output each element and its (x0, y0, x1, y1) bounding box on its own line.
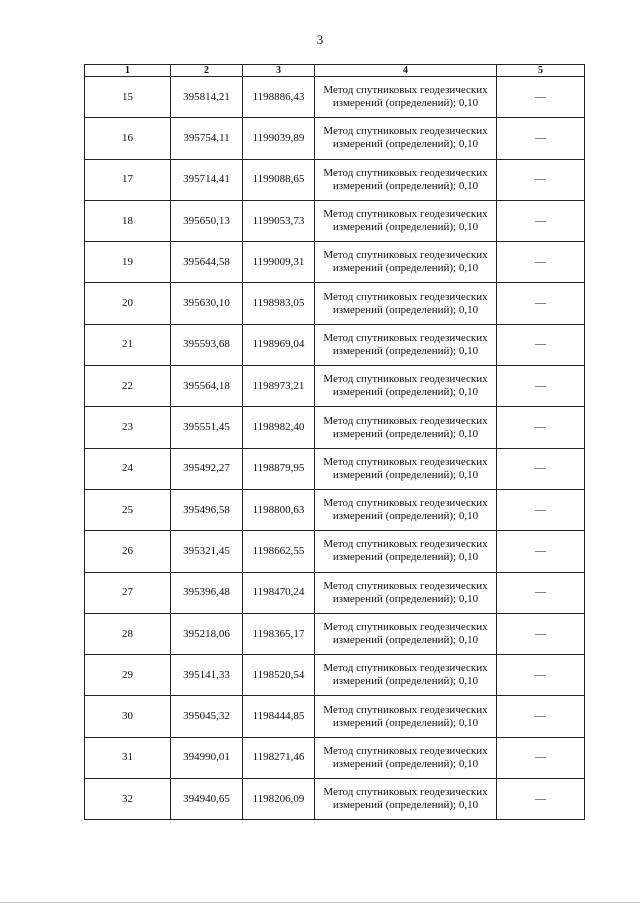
note-cell: — (497, 531, 585, 572)
y-coordinate-cell: 1199039,89 (243, 118, 315, 159)
column-header: 4 (315, 65, 497, 77)
point-number-cell: 26 (85, 531, 171, 572)
y-coordinate-cell: 1198206,09 (243, 779, 315, 820)
note-cell: — (497, 613, 585, 654)
y-coordinate-cell: 1198520,54 (243, 655, 315, 696)
x-coordinate-cell: 395496,58 (171, 489, 243, 530)
table-row (85, 696, 585, 737)
x-coordinate-cell: 395396,48 (171, 572, 243, 613)
point-number-cell: 28 (85, 613, 171, 654)
point-number-cell: 29 (85, 655, 171, 696)
y-coordinate-cell: 1198982,40 (243, 407, 315, 448)
y-coordinate-cell: 1199088,65 (243, 159, 315, 200)
x-coordinate-cell: 394990,01 (171, 737, 243, 778)
table-row (85, 531, 585, 572)
note-cell: — (497, 159, 585, 200)
method-cell: Метод спутниковых геодезических измерений (определений); 0,10 (315, 572, 497, 613)
note-cell: — (497, 366, 585, 407)
table-row (85, 613, 585, 654)
point-number-cell: 16 (85, 118, 171, 159)
x-coordinate-cell: 395593,68 (171, 324, 243, 365)
y-coordinate-cell: 1198800,63 (243, 489, 315, 530)
x-coordinate-cell: 395551,45 (171, 407, 243, 448)
y-coordinate-cell: 1198879,95 (243, 448, 315, 489)
y-coordinate-cell: 1199053,73 (243, 200, 315, 241)
point-number-cell: 24 (85, 448, 171, 489)
method-cell: Метод спутниковых геодезических измерений (определений); 0,10 (315, 448, 497, 489)
y-coordinate-cell: 1198470,24 (243, 572, 315, 613)
note-cell: — (497, 407, 585, 448)
note-cell: — (497, 324, 585, 365)
x-coordinate-cell: 395141,33 (171, 655, 243, 696)
table-row (85, 655, 585, 696)
y-coordinate-cell: 1198969,04 (243, 324, 315, 365)
x-coordinate-cell: 395492,27 (171, 448, 243, 489)
note-cell: — (497, 200, 585, 241)
table-row (85, 779, 585, 820)
point-number-cell: 18 (85, 200, 171, 241)
table-body (85, 77, 585, 820)
x-coordinate-cell: 395321,45 (171, 531, 243, 572)
method-cell: Метод спутниковых геодезических измерений (определений); 0,10 (315, 407, 497, 448)
page-number: 3 (316, 32, 324, 47)
x-coordinate-cell: 395754,11 (171, 118, 243, 159)
y-coordinate-cell: 1198973,21 (243, 366, 315, 407)
x-coordinate-cell: 395045,32 (171, 696, 243, 737)
note-cell: — (497, 737, 585, 778)
table-row (85, 77, 585, 118)
point-number-cell: 22 (85, 366, 171, 407)
point-number-cell: 27 (85, 572, 171, 613)
method-cell: Метод спутниковых геодезических измерений (определений); 0,10 (315, 489, 497, 530)
table-header-row (85, 65, 585, 77)
column-header: 3 (243, 65, 315, 77)
method-cell: Метод спутниковых геодезических измерений (определений); 0,10 (315, 283, 497, 324)
method-cell: Метод спутниковых геодезических измерений (определений); 0,10 (315, 737, 497, 778)
method-cell: Метод спутниковых геодезических измерений (определений); 0,10 (315, 655, 497, 696)
x-coordinate-cell: 395714,41 (171, 159, 243, 200)
note-cell: — (497, 118, 585, 159)
coordinates-table (84, 64, 585, 820)
table-row (85, 200, 585, 241)
y-coordinate-cell: 1199009,31 (243, 242, 315, 283)
point-number-cell: 25 (85, 489, 171, 530)
table-row (85, 324, 585, 365)
table-row (85, 737, 585, 778)
point-number-cell: 19 (85, 242, 171, 283)
note-cell: — (497, 283, 585, 324)
y-coordinate-cell: 1198662,55 (243, 531, 315, 572)
table-row (85, 242, 585, 283)
table-row (85, 118, 585, 159)
point-number-cell: 21 (85, 324, 171, 365)
y-coordinate-cell: 1198983,05 (243, 283, 315, 324)
method-cell: Метод спутниковых геодезических измерений (определений); 0,10 (315, 200, 497, 241)
page-edge-line (0, 902, 640, 903)
x-coordinate-cell: 394940,65 (171, 779, 243, 820)
point-number-cell: 30 (85, 696, 171, 737)
point-number-cell: 31 (85, 737, 171, 778)
x-coordinate-cell: 395650,13 (171, 200, 243, 241)
x-coordinate-cell: 395630,10 (171, 283, 243, 324)
y-coordinate-cell: 1198886,43 (243, 77, 315, 118)
y-coordinate-cell: 1198365,17 (243, 613, 315, 654)
table-row (85, 448, 585, 489)
note-cell: — (497, 448, 585, 489)
note-cell: — (497, 696, 585, 737)
column-header: 2 (171, 65, 243, 77)
note-cell: — (497, 572, 585, 613)
point-number-cell: 32 (85, 779, 171, 820)
point-number-cell: 17 (85, 159, 171, 200)
y-coordinate-cell: 1198444,85 (243, 696, 315, 737)
y-coordinate-cell: 1198271,46 (243, 737, 315, 778)
note-cell: — (497, 489, 585, 530)
x-coordinate-cell: 395814,21 (171, 77, 243, 118)
note-cell: — (497, 77, 585, 118)
method-cell: Метод спутниковых геодезических измерений (определений); 0,10 (315, 159, 497, 200)
table-row (85, 489, 585, 530)
method-cell: Метод спутниковых геодезических измерений (определений); 0,10 (315, 531, 497, 572)
table-row (85, 366, 585, 407)
method-cell: Метод спутниковых геодезических измерений (определений); 0,10 (315, 118, 497, 159)
table-row (85, 407, 585, 448)
x-coordinate-cell: 395564,18 (171, 366, 243, 407)
method-cell: Метод спутниковых геодезических измерений (определений); 0,10 (315, 77, 497, 118)
point-number-cell: 15 (85, 77, 171, 118)
x-coordinate-cell: 395218,06 (171, 613, 243, 654)
note-cell: — (497, 779, 585, 820)
note-cell: — (497, 655, 585, 696)
table-row (85, 159, 585, 200)
point-number-cell: 20 (85, 283, 171, 324)
column-header: 1 (85, 65, 171, 77)
method-cell: Метод спутниковых геодезических измерений (определений); 0,10 (315, 366, 497, 407)
method-cell: Метод спутниковых геодезических измерений (определений); 0,10 (315, 613, 497, 654)
method-cell: Метод спутниковых геодезических измерений (определений); 0,10 (315, 696, 497, 737)
column-header: 5 (497, 65, 585, 77)
table-row (85, 572, 585, 613)
table-row (85, 283, 585, 324)
method-cell: Метод спутниковых геодезических измерений (определений); 0,10 (315, 779, 497, 820)
note-cell: — (497, 242, 585, 283)
method-cell: Метод спутниковых геодезических измерений (определений); 0,10 (315, 242, 497, 283)
point-number-cell: 23 (85, 407, 171, 448)
x-coordinate-cell: 395644,58 (171, 242, 243, 283)
method-cell: Метод спутниковых геодезических измерений (определений); 0,10 (315, 324, 497, 365)
